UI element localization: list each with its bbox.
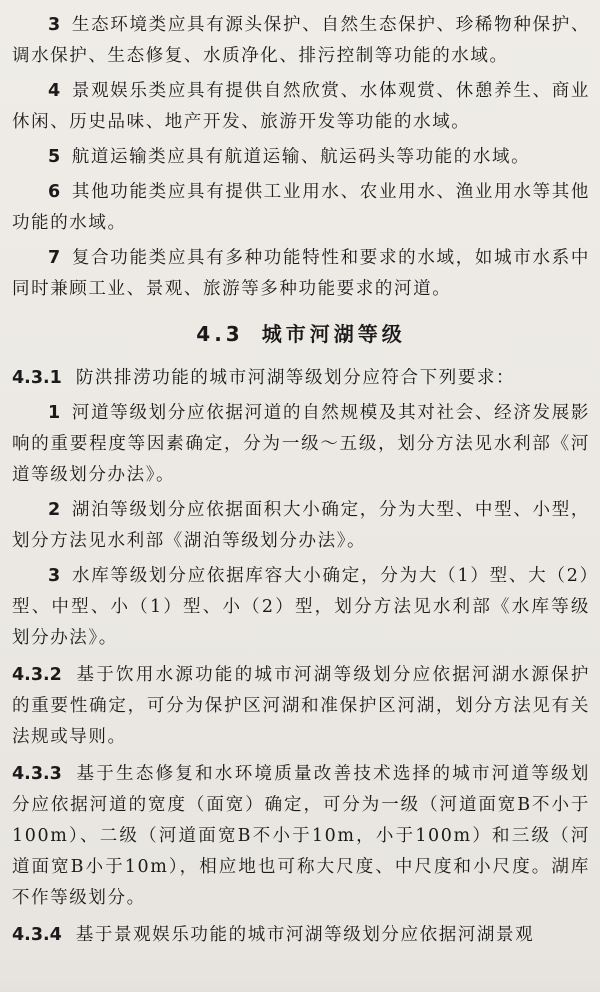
list-item [12, 243, 590, 305]
clause-text: 防洪排涝功能的城市河湖等级划分应符合下列要求： [75, 368, 516, 388]
list-item [12, 76, 590, 138]
item-number: 2 [48, 500, 62, 520]
item-text: 景观娱乐类应具有提供自然欣赏、水体观赏、休憩养生、商业休闲、历史品味、地产开发、旅游开发等功能的水域。 [12, 81, 590, 132]
clause-text: 基于生态修复和水环境质量改善技术选择的城市河道等级划分应依据河道的宽度（面宽）确定，可分为一级（河道面宽B不小于100m）、二级（河道面宽B不小于10m，小于100m）和三级（河道面宽B小于10m），相应地也可称大尺度、中尺度和小尺度。湖库不作等级划分。 [12, 764, 590, 908]
item-text: 生态环境类应具有源头保护、自然生态保护、珍稀物种保护、调水保护、生态修复、水质净化、排污控制等功能的水域。 [12, 15, 590, 66]
item-number: 3 [48, 566, 62, 586]
clause-4-3-3 [12, 759, 590, 914]
clause-number: 4.3.3 [12, 764, 62, 784]
item-text: 湖泊等级划分应依据面积大小确定，分为大型、中型、小型，划分方法见水利部《湖泊等级划分办法》。 [12, 500, 590, 551]
item-number: 6 [48, 182, 62, 202]
clause-number: 4.3.4 [12, 925, 62, 945]
section-heading [12, 319, 590, 349]
list-item [12, 398, 590, 491]
item-text: 水库等级划分应依据库容大小确定，分为大（1）型、大（2）型、中型、小（1）型、小（2）型，划分方法见水利部《水库等级划分办法》。 [12, 566, 591, 648]
item-number: 4 [48, 81, 62, 101]
clause-4-3-2 [12, 660, 590, 753]
list-item [12, 142, 590, 173]
item-number: 7 [48, 248, 62, 268]
item-number: 1 [48, 403, 62, 423]
list-item [12, 10, 590, 72]
clause-number: 4.3.1 [12, 368, 62, 388]
page-bottom-shadow [0, 978, 600, 992]
section-number: 4.3 [196, 322, 244, 346]
item-number: 5 [48, 147, 62, 167]
clause-number: 4.3.2 [12, 665, 62, 685]
item-text: 河道等级划分应依据河道的自然规模及其对社会、经济发展影响的重要程度等因素确定，分为一级～五级，划分方法见水利部《河道等级划分办法》。 [12, 403, 590, 485]
clause-4-3-1 [12, 363, 590, 394]
item-number: 3 [48, 15, 62, 35]
item-text: 其他功能类应具有提供工业用水、农业用水、渔业用水等其他功能的水域。 [12, 182, 590, 233]
list-item [12, 495, 590, 557]
clause-4-3-4 [12, 920, 590, 951]
list-item [12, 177, 590, 239]
item-text: 复合功能类应具有多种功能特性和要求的水域，如城市水系中同时兼顾工业、景观、旅游等多种功能要求的河道。 [12, 248, 590, 299]
clause-text: 基于景观娱乐功能的城市河湖等级划分应依据河湖景观 [75, 925, 535, 945]
section-title: 城市河湖等级 [261, 322, 406, 346]
item-text: 航道运输类应具有航道运输、航运码头等功能的水域。 [71, 147, 531, 167]
list-item [12, 561, 590, 654]
clause-text: 基于饮用水源功能的城市河湖等级划分应依据河湖水源保护的重要性确定，可分为保护区河湖和准保护区河湖，划分方法见有关法规或导则。 [12, 665, 590, 747]
